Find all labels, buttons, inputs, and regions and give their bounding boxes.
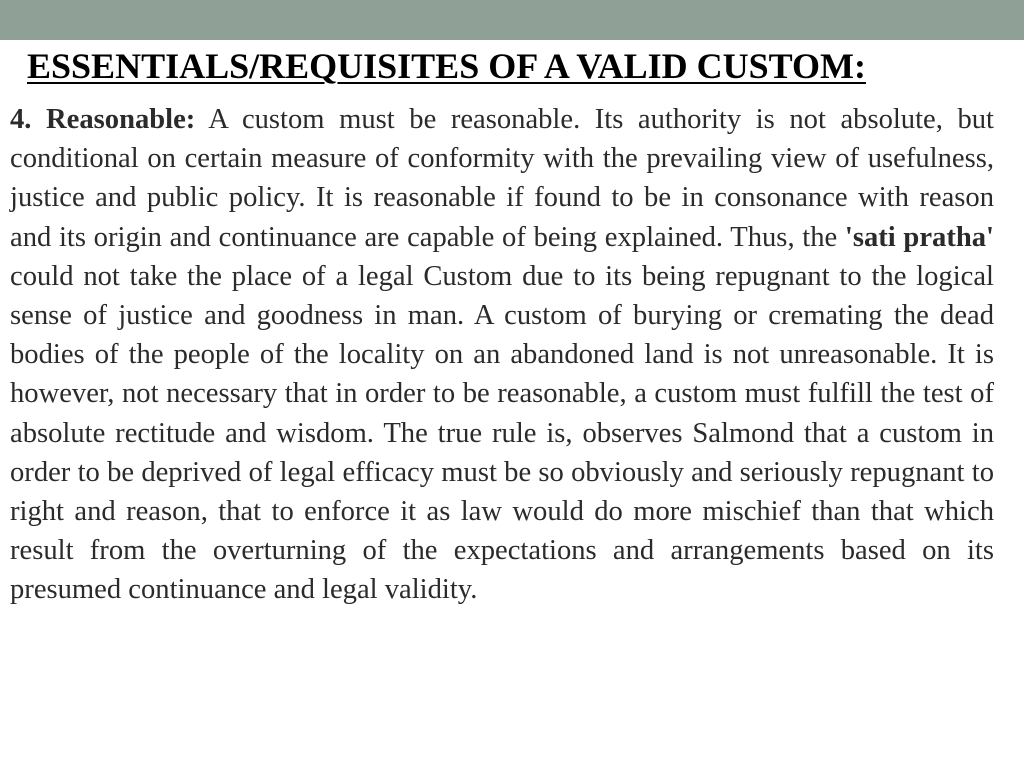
body-text-part-1: A custom must be reasonable. Its authority is not absolute, but conditional on certain measure of conformity with the prevailing view of usefulness, justice and public policy. It is reasonable if found to be in consonance with reason and its origin and continuance are capable of being explained. Thus, the (10, 104, 994, 253)
body-text-part-2: could not take the place of a legal Custom due to its being repugnant to the logical sense of justice and goodness in man. A custom of burying or cremating the dead bodies of the people of the locality on an abandoned land is not unreasonable. It is however, not necessary that in order to be reasonable, a custom must fulfill the test of absolute rectitude and wisdom. The true rule is, observes Salmond that a custom in order to be deprived of legal efficacy must be so obviously and seriously repugnant to right and reason, that to enforce it as law would do more mischief than that which result from the overturning of the expectations and arrangements based on its presumed continuance and legal validity. (10, 260, 994, 606)
section-heading: 4. Reasonable: (10, 104, 196, 135)
slide-header-bar (0, 0, 1024, 40)
sati-pratha-emphasis: 'sati pratha' (844, 221, 994, 253)
slide-title: ESSENTIALS/REQUISITES OF A VALID CUSTOM: (27, 46, 866, 86)
slide-body-paragraph (10, 100, 994, 610)
